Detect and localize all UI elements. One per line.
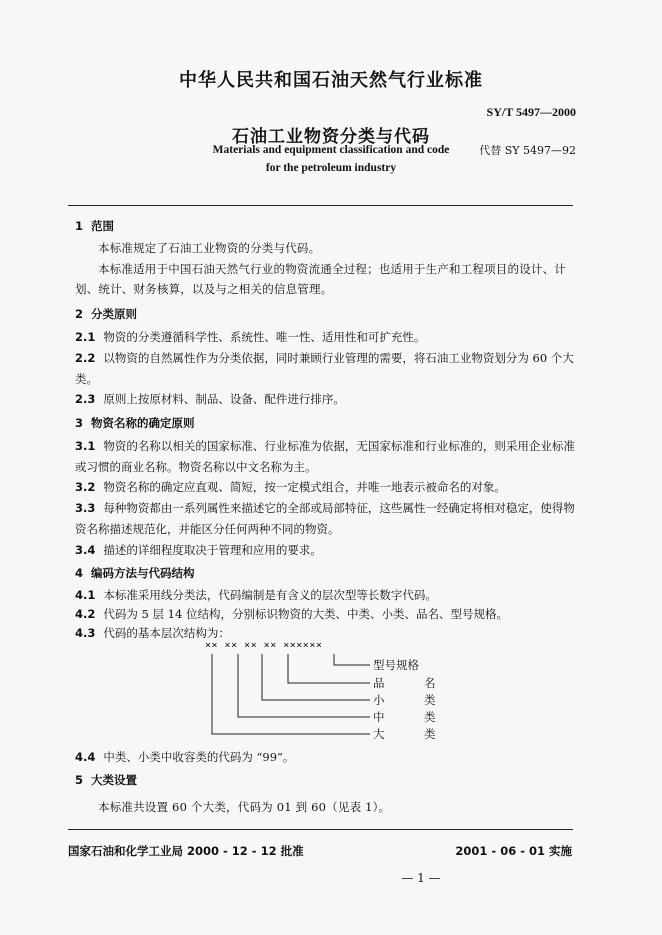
section-5-paragraph-1: 本标准共设置 60 个大类，代码为 01 到 60（见表 1）。 (98, 800, 391, 814)
connector-line-middle-class (238, 654, 370, 717)
clause-number: 3.3 (75, 501, 96, 515)
clause-text: 代码的基本层次结构为： (103, 626, 230, 640)
clause-text: 中类、小类中收容类的代码为 “99”。 (103, 750, 295, 764)
clause-text: 物资名称的确定应直观、简短，按一定模式组合，并唯一地表示被命名的对象。 (103, 480, 506, 494)
page-number: — 1 — (401, 871, 441, 885)
english-title-line2: for the petroleum industry (265, 162, 397, 174)
english-title-line1: Materials and equipment classification and code (212, 144, 450, 156)
connector-line-product (288, 654, 370, 683)
clause-number: 4.2 (75, 607, 96, 621)
replaces-note: 代替 SY 5497—92 (479, 144, 576, 157)
document-title: 石油工业物资分类与代码 (232, 127, 430, 147)
clause-text: 本标准采用线分类法，代码编制是有含义的层次型等长数字代码。 (103, 588, 437, 602)
connector-line-model (334, 654, 370, 665)
section-3-title: 物资名称的确定原则 (91, 416, 195, 430)
level-label-small-class: 小 类 (373, 693, 450, 707)
clause-number: 2.3 (75, 392, 96, 406)
clause-number: 3.2 (75, 480, 96, 494)
section-1-paragraph-1: 本标准规定了石油工业物资的分类与代码。 (98, 241, 321, 255)
connector-line-major-class (212, 654, 370, 734)
level-label-product: 品 名 (373, 676, 450, 690)
level-label-model: 型号规格 (373, 658, 419, 672)
section-5-number: 5 (75, 773, 84, 787)
clause-number: 4.1 (75, 588, 96, 602)
section-5-title: 大类设置 (91, 773, 137, 787)
level-label-major-class: 大 类 (373, 727, 450, 741)
clause-text: 描述的详细程度取决于管理和应用的要求。 (103, 543, 322, 557)
standard-number: SY/T 5497—2000 (486, 105, 576, 119)
section-4-title: 编码方法与代码结构 (91, 566, 195, 580)
connector-line-small-class (262, 654, 370, 700)
clause-text: 以物资的自然属性作为分类依据，同时兼顾行业管理的需要，将石油工业物资划分为 60 个大类。 (75, 351, 574, 386)
clause-text: 物资的名称以相关的国家标准、行业标准为依据，无国家标准和行业标准的，则采用企业标准或习惯的商业名称。物资名称以中文名称为主。 (75, 439, 575, 474)
clause-number: 2.2 (75, 351, 96, 365)
level-label-middle-class: 中 类 (373, 710, 450, 724)
clause-number: 2.1 (75, 330, 96, 344)
footer-divider (68, 829, 573, 830)
clause-text: 代码为 5 层 14 位结构，分别标识物资的大类、中类、小类、品名、型号规格。 (103, 607, 508, 621)
clause-text: 原则上按原材料、制品、设备、配件进行排序。 (103, 392, 345, 406)
clause-number: 3.4 (75, 543, 96, 557)
section-4-number: 4 (75, 566, 84, 580)
clause-text: 物资的分类遵循科学性、系统性、唯一性、适用性和可扩充性。 (103, 330, 426, 344)
section-1-number: 1 (75, 219, 84, 233)
section-1-paragraph-2: 本标准适用于中国石油天然气行业的物资流通全过程；也适用于生产和工程项目的设计、计划、统计、财务核算，以及与之相关的信息管理。 (75, 262, 566, 296)
section-3-number: 3 (75, 416, 84, 430)
clause-number: 4.4 (75, 750, 96, 764)
section-5-heading (75, 772, 137, 788)
clause-number: 4.3 (75, 626, 96, 640)
section-2-number: 2 (75, 307, 84, 321)
code-pattern: ×× ×× ×× ×× ×××××× (205, 640, 323, 651)
clause-text: 每种物资都由一系列属性来描述它的全部或局部特征，这些属性一经确定将相对稳定，使得物资名称描述规范化，并能区分任何两种不同的物资。 (75, 501, 575, 536)
clause-number: 3.1 (75, 439, 96, 453)
approval-note: 国家石油和化学工业局 2000 - 12 - 12 批准 (68, 844, 304, 858)
section-2-title: 分类原则 (91, 307, 137, 321)
clause-4-4 (75, 747, 575, 768)
section-1-title: 范围 (91, 219, 114, 233)
standard-body-title: 中华人民共和国石油天然气行业标准 (179, 70, 483, 91)
effective-date: 2001 - 06 - 01 实施 (455, 844, 572, 858)
